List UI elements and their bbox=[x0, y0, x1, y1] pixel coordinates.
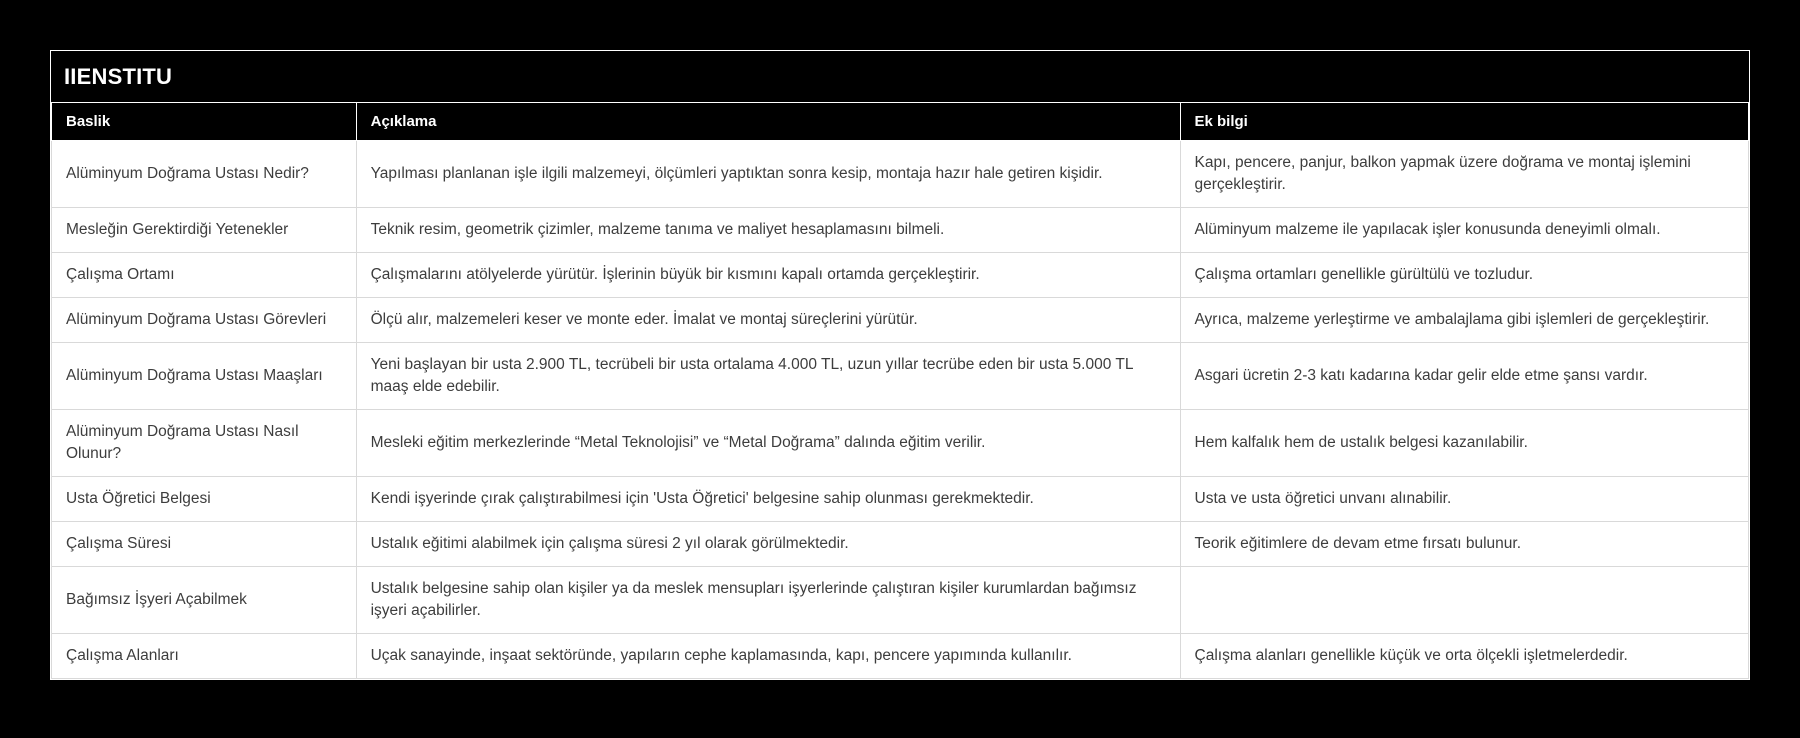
row-cell-ek-bilgi bbox=[1180, 567, 1749, 634]
row-cell-aciklama: Yeni başlayan bir usta 2.900 TL, tecrübeli bir usta ortalama 4.000 TL, uzun yıllar tecrübe eden bir usta 5.000 TL maaş elde edebilir. bbox=[356, 343, 1180, 410]
table-row bbox=[52, 141, 1749, 208]
table-row bbox=[52, 567, 1749, 634]
row-cell-baslik: Mesleğin Gerektirdiği Yetenekler bbox=[52, 208, 357, 253]
row-cell-ek-bilgi: Usta ve usta öğretici unvanı alınabilir. bbox=[1180, 477, 1749, 522]
row-cell-ek-bilgi: Alüminyum malzeme ile yapılacak işler konusunda deneyimli olmalı. bbox=[1180, 208, 1749, 253]
table-row bbox=[52, 343, 1749, 410]
table-body bbox=[52, 141, 1749, 679]
row-cell-baslik: Usta Öğretici Belgesi bbox=[52, 477, 357, 522]
row-cell-baslik: Alüminyum Doğrama Ustası Nasıl Olunur? bbox=[52, 410, 357, 477]
row-cell-ek-bilgi: Hem kalfalık hem de ustalık belgesi kazanılabilir. bbox=[1180, 410, 1749, 477]
row-cell-aciklama: Ustalık belgesine sahip olan kişiler ya da meslek mensupları işyerlerinde çalıştıran kişiler kurumlardan bağımsız işyeri açabilirler. bbox=[356, 567, 1180, 634]
row-cell-baslik: Alüminyum Doğrama Ustası Nedir? bbox=[52, 141, 357, 208]
table-row bbox=[52, 410, 1749, 477]
row-cell-baslik: Bağımsız İşyeri Açabilmek bbox=[52, 567, 357, 634]
row-cell-aciklama: Ölçü alır, malzemeleri keser ve monte eder. İmalat ve montaj süreçlerini yürütür. bbox=[356, 298, 1180, 343]
table-row bbox=[52, 477, 1749, 522]
row-cell-ek-bilgi: Ayrıca, malzeme yerleştirme ve ambalajlama gibi işlemleri de gerçekleştirir. bbox=[1180, 298, 1749, 343]
table-row bbox=[52, 298, 1749, 343]
table-row bbox=[52, 253, 1749, 298]
info-table bbox=[51, 102, 1749, 679]
row-cell-ek-bilgi: Teorik eğitimlere de devam etme fırsatı bulunur. bbox=[1180, 522, 1749, 567]
row-cell-baslik: Çalışma Süresi bbox=[52, 522, 357, 567]
row-cell-aciklama: Uçak sanayinde, inşaat sektöründe, yapıların cephe kaplamasında, kapı, pencere yapımında kullanılır. bbox=[356, 634, 1180, 679]
table-row bbox=[52, 522, 1749, 567]
row-cell-aciklama: Kendi işyerinde çırak çalıştırabilmesi için 'Usta Öğretici' belgesine sahip olunması gerekmektedir. bbox=[356, 477, 1180, 522]
column-header-ek-bilgi: Ek bilgi bbox=[1180, 103, 1749, 141]
info-table-card bbox=[50, 50, 1750, 680]
row-cell-aciklama: Mesleki eğitim merkezlerinde “Metal Teknolojisi” ve “Metal Doğrama” dalında eğitim verilir. bbox=[356, 410, 1180, 477]
row-cell-aciklama: Teknik resim, geometrik çizimler, malzeme tanıma ve maliyet hesaplamasını bilmeli. bbox=[356, 208, 1180, 253]
row-cell-baslik: Alüminyum Doğrama Ustası Maaşları bbox=[52, 343, 357, 410]
row-cell-aciklama: Yapılması planlanan işle ilgili malzemeyi, ölçümleri yaptıktan sonra kesip, montaja hazır hale getiren kişidir. bbox=[356, 141, 1180, 208]
column-header-aciklama: Açıklama bbox=[356, 103, 1180, 141]
row-cell-ek-bilgi: Çalışma alanları genellikle küçük ve orta ölçekli işletmelerdedir. bbox=[1180, 634, 1749, 679]
row-cell-baslik: Çalışma Alanları bbox=[52, 634, 357, 679]
column-header-baslik: Baslik bbox=[52, 103, 357, 141]
table-row bbox=[52, 634, 1749, 679]
row-cell-aciklama: Ustalık eğitimi alabilmek için çalışma süresi 2 yıl olarak görülmektedir. bbox=[356, 522, 1180, 567]
row-cell-ek-bilgi: Çalışma ortamları genellikle gürültülü ve tozludur. bbox=[1180, 253, 1749, 298]
row-cell-baslik: Alüminyum Doğrama Ustası Görevleri bbox=[52, 298, 357, 343]
table-header-row bbox=[52, 103, 1749, 141]
row-cell-ek-bilgi: Kapı, pencere, panjur, balkon yapmak üzere doğrama ve montaj işlemini gerçekleştirir. bbox=[1180, 141, 1749, 208]
row-cell-ek-bilgi: Asgari ücretin 2-3 katı kadarına kadar gelir elde etme şansı vardır. bbox=[1180, 343, 1749, 410]
table-row bbox=[52, 208, 1749, 253]
row-cell-baslik: Çalışma Ortamı bbox=[52, 253, 357, 298]
page-title: IIENSTITU bbox=[51, 51, 1749, 102]
row-cell-aciklama: Çalışmalarını atölyelerde yürütür. İşlerinin büyük bir kısmını kapalı ortamda gerçekleştirir. bbox=[356, 253, 1180, 298]
